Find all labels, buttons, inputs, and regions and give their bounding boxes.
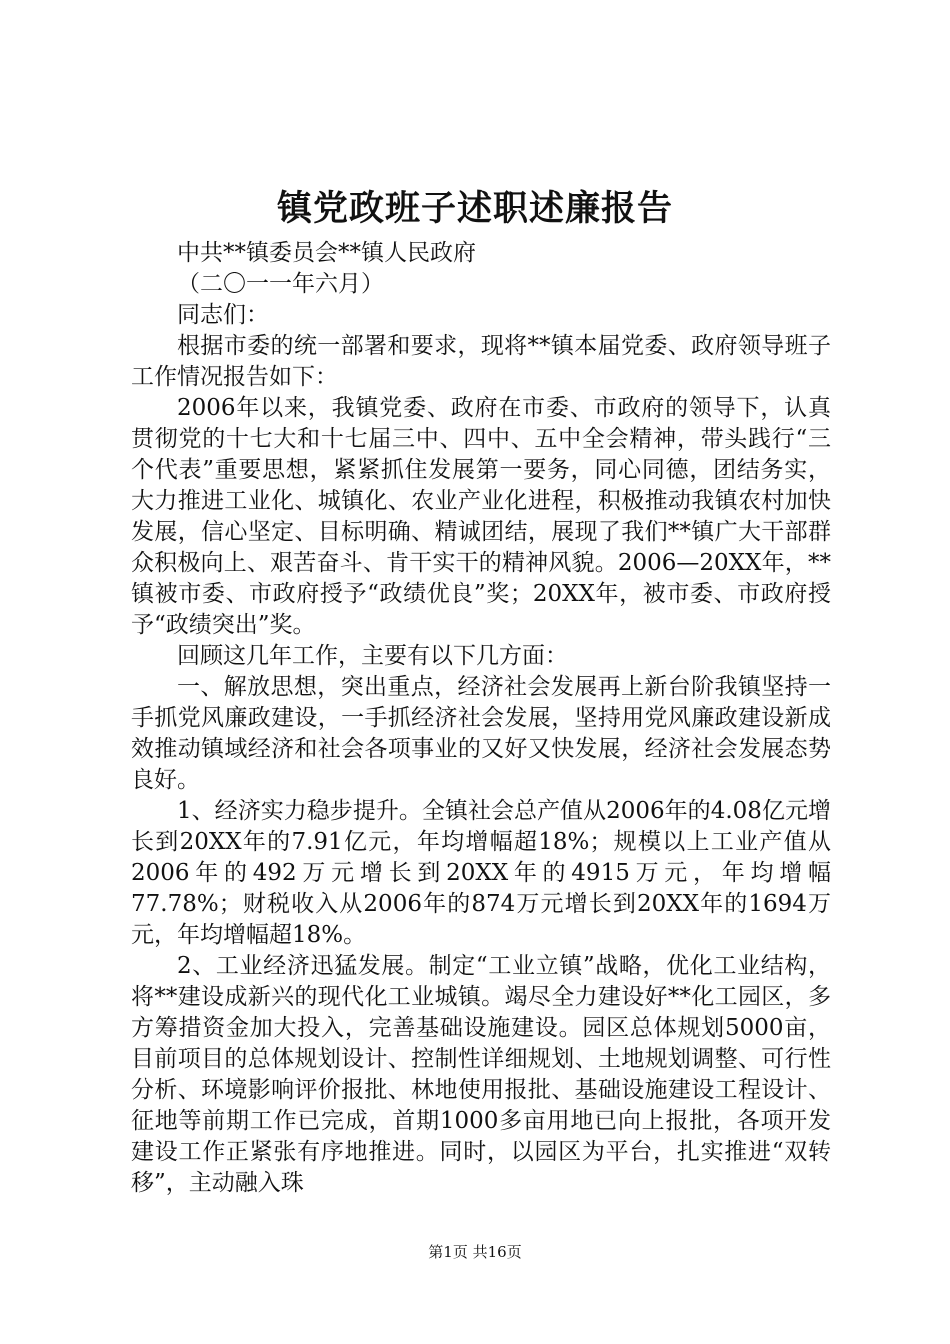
paragraph-section-1: 一、解放思想，突出重点，经济社会发展再上新台阶我镇坚持一手抓党风廉政建设，一手抓经济社会发展，坚持用党风廉政建设新成效推动镇域经济和社会各项事业的又好又快发展，经济社会发展态势良好。 bbox=[131, 674, 831, 793]
paragraph-salutation: 同志们： bbox=[177, 302, 269, 328]
paragraph-overview: 2006年以来，我镇党委、政府在市委、市政府的领导下，认真贯彻党的十七大和十七届三中、四中、五中全会精神，带头践行“三个代表”重要思想，紧紧抓住发展第一要务，同心同德，团结务实，大力推进工业化、城镇化、农业产业化进程，积极推动我镇农村加快发展，信心坚定、目标明确、精诚团结，展现了我们**镇广大干部群众积极向上、艰苦奋斗、肯干实干的精神风貌。2006—20XX年，**镇被市委、市政府授予“政绩优良”奖；20XX年，被市委、市政府授予“政绩突出”奖。 bbox=[131, 395, 831, 638]
paragraph-item-1: 1、经济实力稳步提升。全镇社会总产值从2006年的4.08亿元增长到20XX年的7.91亿元，年均增幅超18%；规模以上工业产值从2006年的492万元增长到20XX年的4915万元，年均增幅77.78%；财税收入从2006年的874万元增长到20XX年的1694万元，年均增幅超18%。 bbox=[131, 798, 831, 948]
document-body bbox=[131, 238, 831, 1199]
paragraph-date: （二〇一一年六月） bbox=[177, 271, 384, 297]
paragraph-item-2: 2、工业经济迅猛发展。制定“工业立镇”战略，优化工业结构，将**建设成新兴的现代化工业城镇。竭尽全力建设好**化工园区，多方筹措资金加大投入，完善基础设施建设。园区总体规划5000亩，目前项目的总体规划设计、控制性详细规划、土地规划调整、可行性分析、环境影响评价报批、林地使用报批、基础设施建设工程设计、征地等前期工作已完成，首期1000多亩用地已向上报批，各项开发建设工作正紧张有序地推进。同时，以园区为平台，扎实推进“双转移”，主动融入珠 bbox=[131, 953, 831, 1196]
paragraph-review: 回顾这几年工作，主要有以下几方面： bbox=[177, 643, 568, 669]
document-title: 镇党政班子述职述廉报告 bbox=[276, 188, 673, 229]
paragraph-issuer: 中共**镇委员会**镇人民政府 bbox=[177, 240, 476, 266]
page-number-footer: 第1页 共16页 bbox=[428, 1243, 522, 1261]
paragraph-intro: 根据市委的统一部署和要求，现将**镇本届党委、政府领导班子工作情况报告如下： bbox=[131, 333, 831, 390]
